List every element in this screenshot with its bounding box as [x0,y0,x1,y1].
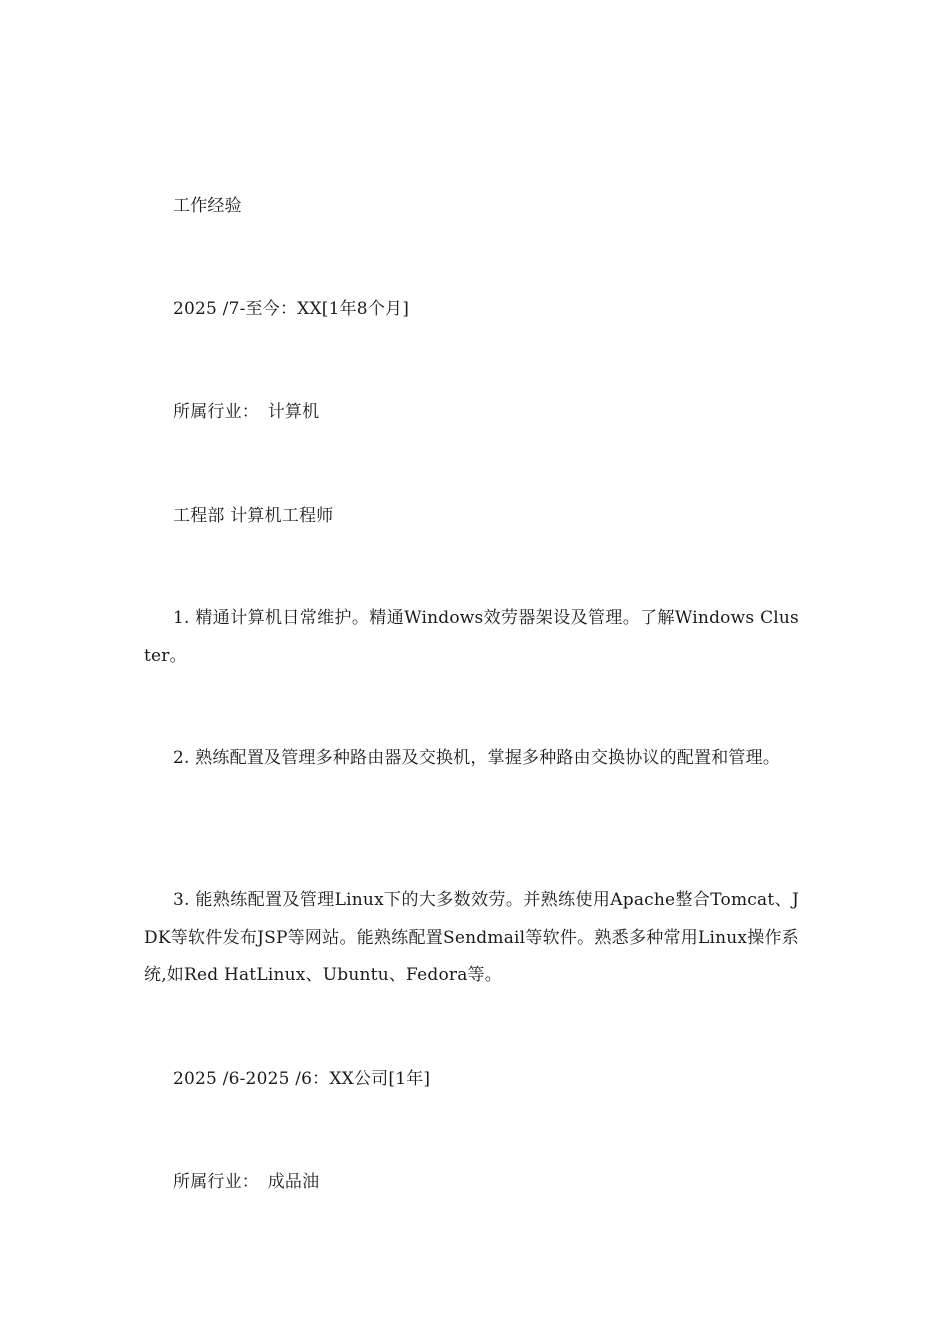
job-industry: 所属行业： 计算机 [173,402,320,422]
job-duty-item: 3. 能熟练配置及管理Linux下的大多数效劳。并熟练使用Apache整合Tomcat、JDK等软件发布JSP等网站。能熟练配置Sendmail等软件。熟悉多种常用Linux操作系统,如Red HatLinux、Ubuntu、Fedora等。 [144,890,799,985]
job-period: 2025 /7-至今：XX[1年8个月] [173,299,410,319]
section-title: 工作经验 [173,196,242,216]
job-duty-item: 1. 精通计算机日常维护。精通Windows效劳器架设及管理。了解Windows Cluster。 [144,608,799,666]
job-industry: 所属行业： 成品油 [173,1172,320,1192]
job-period: 2025 /6-2025 /6：XX公司[1年] [173,1069,431,1089]
job-duty-item: 2. 熟练配置及管理多种路由器及交换机，掌握多种路由交换协议的配置和管理。 [173,748,781,768]
job-position: 工程部 计算机工程师 [173,506,334,526]
